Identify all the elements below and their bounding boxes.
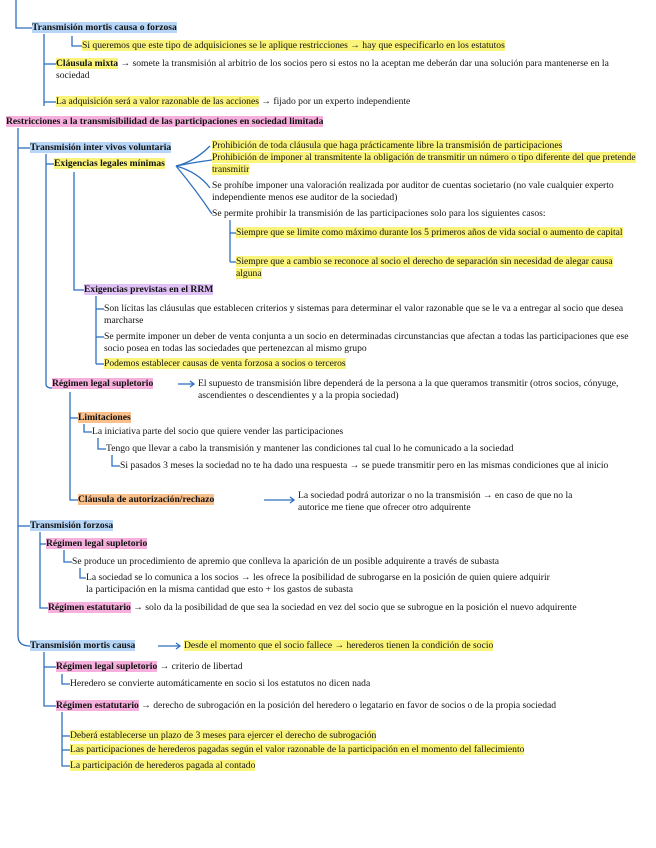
- node-label: → somete la transmisión al arbitrio de los socios pero si estos no la aceptan me deberán dar una solución para mantenerse en la sociedad: [56, 58, 609, 81]
- node-label: La sociedad podrá autorizar o no la transmisión → en caso de que no la autorice me tiene que ofrecer otro adquirente: [298, 490, 573, 513]
- node-label: Podemos establecer causas de venta forzosa a socios o terceros: [104, 358, 346, 369]
- node-label: Cláusula de autorización/rechazo: [78, 494, 215, 505]
- node-regimen-supletorio-1: [52, 378, 153, 390]
- node-label: Se permite imponer un deber de venta conjunta a un socio en determinadas circunstancias que afectan a todas las participaciones que ese socio posea en todas las sociedades que pertenezcan al mismo grupo: [104, 331, 629, 354]
- node-cinco-anos: [236, 227, 636, 239]
- node-heredero-socio: [70, 678, 370, 690]
- node-tres-meses: [120, 460, 620, 472]
- node-sociedad-autoriza: [298, 490, 580, 514]
- node-label-strong: Régimen estatutario: [56, 700, 139, 711]
- node-transmision-forzosa: [30, 520, 113, 532]
- node-regimen-supletorio-3: [56, 661, 243, 673]
- node-prohibicion-numero: [212, 152, 642, 176]
- node-label: Exigencias legales mínimas: [54, 158, 165, 169]
- node-label: El supuesto de transmisión libre dependerá de la persona a la que queramos transmitir (otros socios, cónyuge, ascendientes o descendientes y a la propia sociedad): [198, 378, 619, 401]
- node-label: Tengo que llevar a cabo la transmisión y mantener las condiciones tal cual lo he comunicado a la sociedad: [106, 443, 514, 454]
- node-label: Prohibición de toda cláusula que haga prácticamente libre la transmisión de participaciones: [212, 140, 563, 151]
- node-mantener-condiciones: [106, 443, 513, 455]
- node-pago-contado: [70, 760, 255, 772]
- node-label: Si pasados 3 meses la sociedad no te ha dado una respuesta → se puede transmitir pero en las mismas condiciones que al inicio: [120, 460, 609, 471]
- node-label: Deberá establecerse un plazo de 3 meses para ejercer el derecho de subrogación: [70, 730, 377, 741]
- node-label: Prohibición de imponer al transmitente la obligación de transmitir un número o tipo diferente del que pretende transmitir: [212, 152, 636, 175]
- node-label: Exigencias previstas en el RRM: [84, 284, 214, 295]
- node-venta-forzosa: [104, 358, 346, 370]
- node-label: Transmisión forzosa: [30, 520, 114, 531]
- node-label: Desde el momento que el socio fallece → herederos tienen la condición de socio: [184, 640, 494, 651]
- node-label: Transmisión mortis causa o forzosa: [32, 22, 177, 33]
- node-exigencias-legales: [54, 158, 165, 170]
- node-label-strong: La adquisición será a valor razonable de las acciones: [56, 96, 259, 107]
- node-label: Siempre que se limite como máximo durante los 5 primeros años de vida social o aumento de capital: [236, 227, 623, 238]
- node-prohibicion-libre: [212, 140, 562, 152]
- node-label: Se permite prohibir la transmisión de las participaciones solo para los siguientes casos:: [212, 208, 546, 219]
- node-socio-fallece: [184, 640, 493, 652]
- node-label: Siempre que a cambio se reconoce al socio el derecho de separación sin necesidad de alegar causa alguna: [236, 256, 613, 279]
- node-iniciativa: [92, 426, 343, 438]
- node-label: Las participaciones de herederos pagadas según el valor razonable de la participación en el momento del fallecimiento: [70, 744, 525, 755]
- node-label-strong: Régimen legal supletorio: [56, 661, 158, 672]
- node-label: Transmisión inter vivos voluntaria: [30, 142, 172, 153]
- node-label: Transmisión mortis causa: [30, 640, 136, 651]
- node-permite-prohibir: [212, 208, 546, 220]
- node-comunica-socios: [86, 572, 556, 596]
- node-label: Limitaciones: [78, 412, 131, 423]
- node-plazo-tres-meses: [70, 730, 376, 742]
- central-topic: [6, 116, 323, 128]
- node-venta-conjunta: [104, 331, 632, 355]
- node-label-strong: Cláusula mixta: [56, 58, 119, 69]
- node-supuesto-libre: [198, 378, 638, 402]
- node-derecho-separacion: [236, 256, 640, 280]
- node-clausula-mixta: [56, 58, 634, 82]
- node-label: Régimen legal supletorio: [46, 538, 148, 549]
- node-apremio: [72, 556, 499, 568]
- node-clausula-autorizacion: [78, 494, 214, 506]
- node-label: → derecho de subrogación en la posición del heredero o legatario en favor de socios o de la propia sociedad: [141, 700, 557, 711]
- node-label: → fijado por un experto independiente: [261, 96, 411, 107]
- node-inter-vivos: [30, 142, 171, 154]
- node-label: Heredero se convierte automáticamente en socio si los estatutos no dicen nada: [70, 678, 371, 689]
- central-topic-label: Restricciones a la transmisibilidad de las participaciones en sociedad limitada: [6, 116, 324, 127]
- node-label: La participación de herederos pagada al contado: [70, 760, 256, 771]
- node-regimen-estatutario-2: [56, 700, 636, 712]
- node-restricciones-estatutos: [82, 40, 505, 52]
- node-label: Si queremos que este tipo de adquisiciones se le aplique restricciones → hay que especificarlo en los estatutos: [82, 40, 505, 51]
- node-label: → criterio de libertad: [159, 661, 243, 672]
- node-prohibe-auditor: [212, 180, 640, 204]
- node-adquisicion-valor: [56, 96, 410, 108]
- node-label: La iniciativa parte del socio que quiere vender las participaciones: [92, 426, 344, 437]
- node-limitaciones: [78, 412, 131, 424]
- node-label-strong: Régimen estatutario: [48, 602, 131, 613]
- node-label: Son lícitas las cláusulas que establecen criterios y sistemas para determinar el valor razonable que se le va a entregar al socio que desea marcharse: [104, 303, 624, 326]
- node-regimen-estatutario-1: [48, 602, 618, 614]
- node-label: Régimen legal supletorio: [52, 378, 154, 389]
- node-valor-razonable: [70, 744, 524, 756]
- node-mortis-causa-forzosa: [32, 22, 177, 34]
- node-label: Se produce un procedimiento de apremio que conlleva la aparición de un posible adquirente a través de subasta: [72, 556, 500, 567]
- node-clausulas-licitas: [104, 303, 624, 327]
- node-label: Se prohíbe imponer una valoración realizada por auditor de cuentas societario (no vale cualquier experto independiente menos ese auditor de la sociedad): [212, 180, 614, 203]
- node-label: → solo da la posibilidad de que sea la sociedad en vez del socio que se subrogue en la posición el nuevo adquirente: [133, 602, 577, 613]
- node-exigencias-rrm: [84, 284, 213, 296]
- node-regimen-supletorio-2: [46, 538, 147, 550]
- node-transmision-mortis-causa: [30, 640, 135, 652]
- node-label: La sociedad se lo comunica a los socios → les ofrece la posibilidad de subrogarse en la posición de quien quiere adquirir la participación en la misma cantidad que esto + los gastos de subasta: [86, 572, 550, 595]
